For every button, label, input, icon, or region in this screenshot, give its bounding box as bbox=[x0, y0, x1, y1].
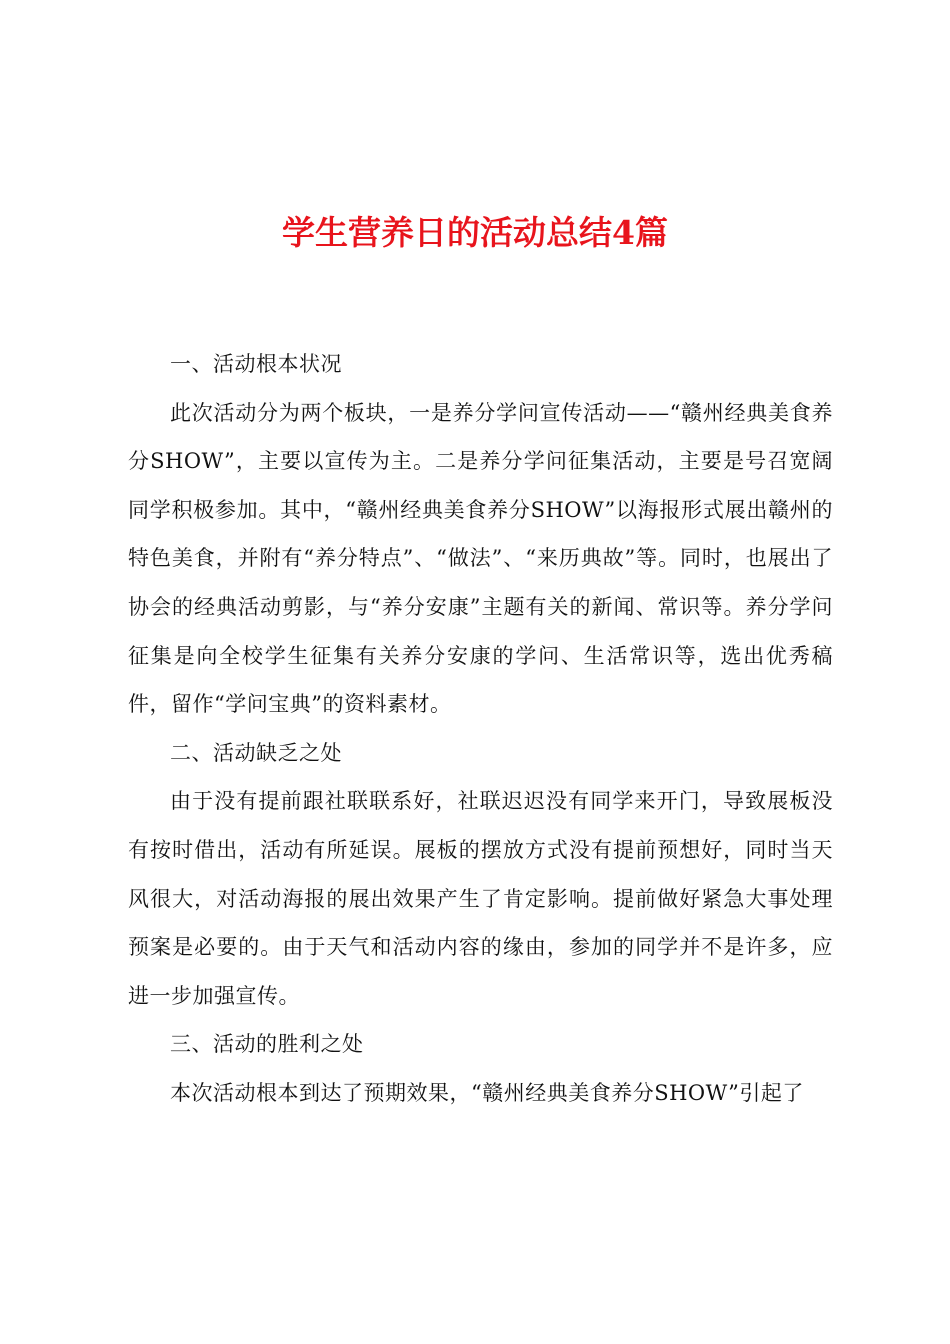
section-1-paragraph: 此次活动分为两个板块，一是养分学问宣传活动——“赣州经典美食养分SHOW”，主要以宣传为主。二是养分学问征集活动，主要是号召宽阔同学积极参加。其中，“赣州经典美食养分SHOW”以海报形式展出赣州的特色美食，并附有“养分特点”、“做法”、“来历典故”等。同时，也展出了协会的经典活动剪影，与“养分安康”主题有关的新闻、常识等。养分学问征集是向全校学生征集有关养分安康的学问、生活常识等，选出优秀稿件，留作“学问宝典”的资料素材。 bbox=[128, 400, 833, 717]
section-3-paragraph: 本次活动根本到达了预期效果，“赣州经典美食养分SHOW”引起了 bbox=[170, 1080, 804, 1105]
section-2-paragraph: 由于没有提前跟社联联系好，社联迟迟没有同学来开门，导致展板没有按时借出，活动有所延误。展板的摆放方式没有提前预想好，同时当天风很大，对活动海报的展出效果产生了肯定影响。提前做好紧急大事处理预案是必要的。由于天气和活动内容的缘由，参加的同学并不是许多，应进一步加强宣传。 bbox=[128, 789, 833, 1008]
document-title: 学生营养日的活动总结4篇 bbox=[282, 213, 668, 252]
document-body bbox=[128, 340, 833, 1118]
section-heading-1: 一、活动根本状况 bbox=[170, 352, 342, 376]
section-heading-3: 三、活动的胜利之处 bbox=[170, 1032, 364, 1057]
section-heading-2: 二、活动缺乏之处 bbox=[170, 740, 342, 765]
